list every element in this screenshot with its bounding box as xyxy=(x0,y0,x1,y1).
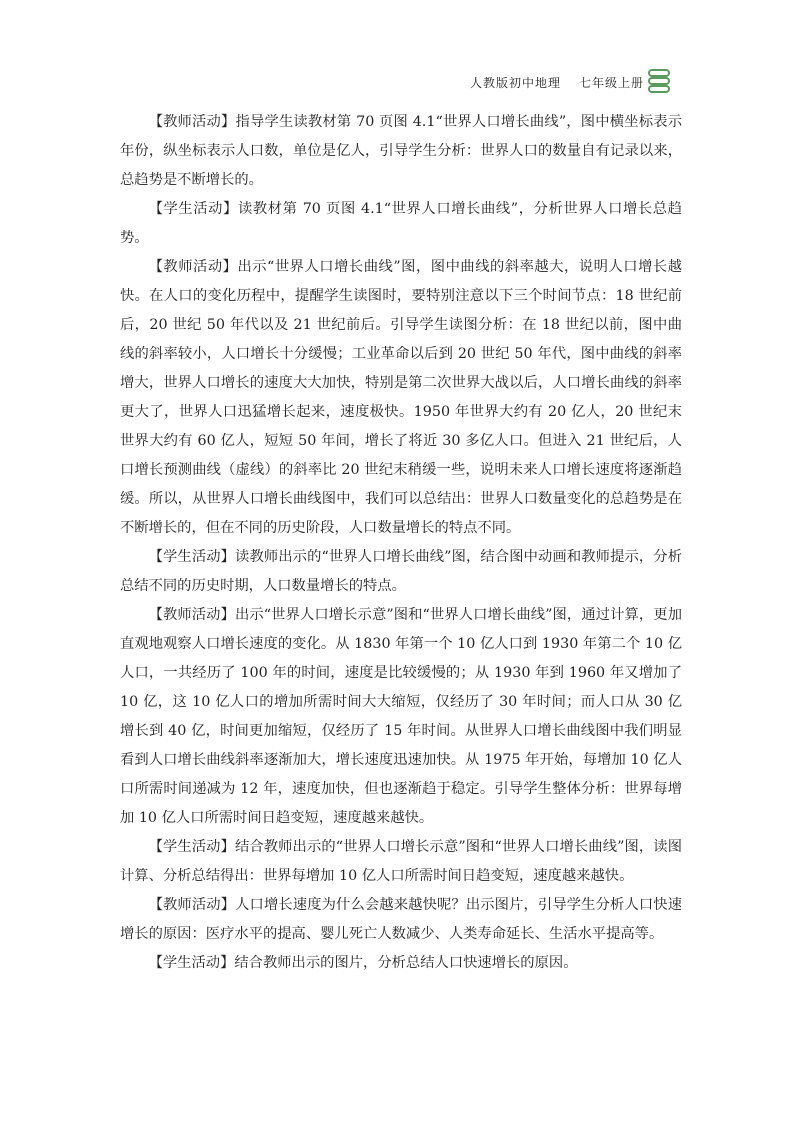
paragraph-student-activity-2: 【学生活动】读教师出示的“世界人口增长曲线”图，结合图中动画和教师提示，分析总结不同的历史时期，人口数量增长的特点。 xyxy=(120,549,682,594)
paragraph-student-activity-4: 【学生活动】结合教师出示的图片，分析总结人口快速增长的原因。 xyxy=(148,955,578,971)
paragraph-student-activity-1: 【学生活动】读教材第 70 页图 4.1“世界人口增长曲线”，分析世界人口增长总趋势。 xyxy=(120,201,682,246)
page-header xyxy=(470,68,680,108)
paragraph-teacher-activity-4: 【教师活动】人口增长速度为什么会越来越快呢？出示图片，引导学生分析人口快速增长的原因：医疗水平的提高、婴儿死亡人数减少、人类寿命延长、生活水平提高等。 xyxy=(120,897,682,942)
paragraph-teacher-activity-2: 【教师活动】出示“世界人口增长曲线”图，图中曲线的斜率越大，说明人口增长越快。在人口的变化历程中，提醒学生读图时，要特别注意以下三个时间节点：18 世纪前后，20 世纪 50 年代以及 21 世纪前后。引导学生读图分析：在 18 世纪以前，图中曲线的斜率较小，人口增长十分缓慢；工业革命以后到 20 世纪 50 年代，图中曲线的斜率增大，世界人口增长的速度大大加快，特别是第二次世界大战以后，人口增长曲线的斜率更大了，世界人口迅猛增长起来，速度极快。1950 年世界大约有 20 亿人，20 世纪末世界大约有 60 亿人，短短 50 年间，增长了将近 30 多亿人口。但进入 21 世纪后，人口增长预测曲线（虚线）的斜率比 20 世纪末稍缓一些，说明未来人口增长速度将逐渐趋缓。所以，从世界人口增长曲线图中，我们可以总结出：世界人口数量变化的总趋势是在不断增长的，但在不同的历史阶段，人口数量增长的特点不同。 xyxy=(120,259,682,536)
header-text xyxy=(470,74,644,91)
paragraph-teacher-activity-3: 【教师活动】出示“世界人口增长示意”图和“世界人口增长曲线”图，通过计算，更加直观地观察人口增长速度的变化。从 1830 年第一个 10 亿人口到 1930 年第二个 10 亿人口，一共经历了 100 年的时间，速度是比较缓慢的；从 1930 年到 1960 年又增加了 10 亿，这 10 亿人口的增加所需时间大大缩短，仅经历了 30 年时间；而人口从 30 亿增长到 40 亿，时间更加缩短，仅经历了 15 年时间。从世界人口增长曲线图中我们明显看到人口增长曲线斜率逐渐加大，增长速度迅速加快。从 1975 年开始，每增加 10 亿人口所需时间递减为 12 年，速度加快，但也逐渐趋于稳定。引导学生整体分析：世界每增加 10 亿人口所需时间日趋变短，速度越来越快。 xyxy=(120,607,682,826)
header-publisher: 人教版初中地理 xyxy=(470,76,562,90)
paragraph-student-activity-3: 【学生活动】结合教师出示的“世界人口增长示意”图和“世界人口增长曲线”图，读图计算、分析总结得出：世界每增加 10 亿人口所需时间日趋变短，速度越来越快。 xyxy=(120,839,682,884)
paragraph-teacher-activity-1: 【教师活动】指导学生读教材第 70 页图 4.1“世界人口增长曲线”，图中横坐标表示年份，纵坐标表示人口数，单位是亿人，引导学生分析：世界人口的数量自有记录以来，总趋势是不断增长的。 xyxy=(120,114,682,188)
lesson-body xyxy=(120,108,682,978)
book-stack-logo-icon xyxy=(646,68,672,94)
header-grade: 七年级上册 xyxy=(579,76,645,90)
